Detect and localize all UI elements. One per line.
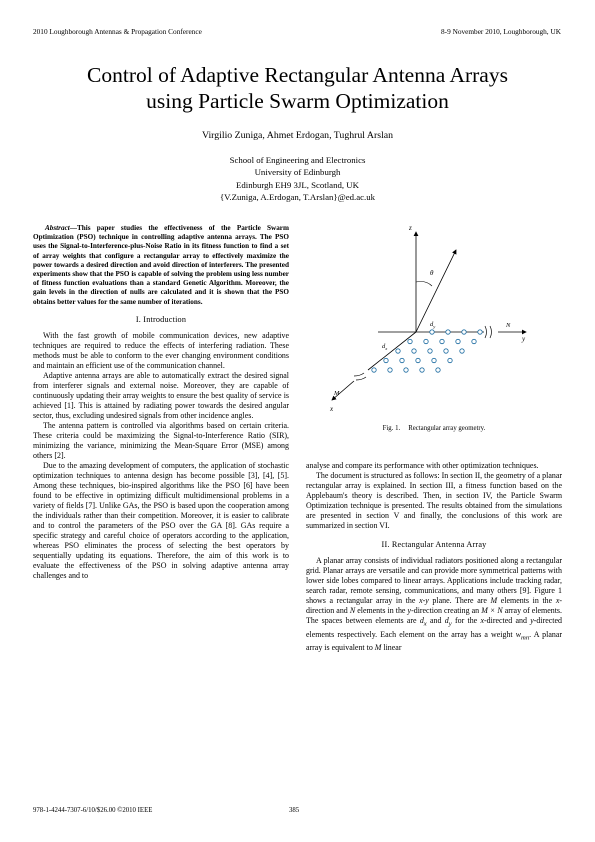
array-element [384,358,388,362]
affiliation-line: University of Edinburgh [254,167,341,178]
text-run: and [426,616,445,625]
array-element [412,349,416,353]
math-run: x [555,596,560,605]
array-element [388,368,392,372]
abstract-label: Abstract [45,224,70,232]
paragraph: analyse and compare its performance with other optimization techniques. [306,461,539,470]
math-run: M × N [481,606,503,615]
math-run: x [480,616,485,625]
left-column [33,224,289,581]
figure-caption [306,425,562,432]
array-element [416,358,420,362]
text-run: A planar array consists of individual radiators positioned along a rectangular grid. Planar arrays are versatile and can provide more symmetrical patterns with lower side lobes compared to linear arrays. Applications include tracking radar, search radar, remote sensing, communications, and many others [9]. Figure 1 shows a rectangular array in the [306,556,562,605]
text-run: elements in the [497,596,556,605]
math-run: y [407,606,412,615]
math-subscript: y [448,620,452,628]
abstract [33,224,289,307]
paragraph: Adaptive antenna arrays are able to automatically extract the desired signal from interferer signals and external noise. Moreover, they are capable of continuously updating their array weights to ensure the best quality of service is achieved [1]. This is attained by radiating power towards the desired angular sector, thus, excluding undesired signals from other incidence angles. [33,370,289,420]
text-run: -direction creating an [411,606,482,615]
title-line-2: using Particle Swarm Optimization [146,89,449,113]
figure-caption-number: Fig. 1. [382,425,401,432]
math-subscript: mn [521,634,530,642]
affiliation-line: Edinburgh EH9 3JL, Scotland, UK [236,179,359,190]
array-element [460,349,464,353]
dy-symbol: d [430,321,434,328]
page-number: 385 [289,807,300,814]
x-axis [368,332,416,370]
math-run: y [530,616,534,625]
n-label: N [506,322,511,329]
section-heading-rectangular-array: II. Rectangular Antenna Array [381,540,487,549]
paragraph: The antenna pattern is controlled via algorithms based on certain criteria. These criteria could be maximizing the Signal-to-Interference Ratio (SIR), minimizing the variance, minimizing the Mean-Square Error (MSE) among others [2]. [33,420,289,460]
y-axis-label: y [522,335,526,343]
affiliation-email: {V.Zuniga, A.Erdogan, T.Arslan}@ed.ac.uk [219,191,376,202]
title-line-1: Control of Adaptive Rectangular Antenna Arrays [87,63,508,87]
text-run: plane. There are [428,596,491,605]
array-element [444,349,448,353]
array-element [462,330,466,334]
paper-title [40,62,555,114]
math-run: M [374,643,382,653]
figure-rectangular-array [306,220,562,440]
theta-arc [416,282,432,287]
array-element [408,339,412,343]
math-run: x-y [419,596,429,605]
math-run: N [349,606,356,615]
array-element [448,358,452,362]
array-element [436,368,440,372]
array-element [420,368,424,372]
array-element [404,368,408,372]
math-run: d [419,616,424,625]
array-element [440,339,444,343]
array-elements [372,330,482,372]
z-axis-label: z [409,224,412,232]
array-element [396,349,400,353]
text-run: elements in the [355,606,408,615]
running-header-left: 2010 Loughborough Antennas & Propagation Conference [33,27,202,36]
text-run: linear [381,643,402,653]
abstract-text: —This paper studies the effectiveness of the Particle Swarm Optimization (PSO) technique in controlling adaptive antenna arrays. The PSO uses the Signal-to-Interference-plus-Noise Ratio in its fitness function to find a set of array weights that configure a rectangular array to effectively maximize the power towards a desired direction and avoid direction of interferers. The presented experiments show that the PSO is capable of solving the problem using less number of fitness function evaluations than a standard Genetic Algorithm. Moreover, the gain levels in the direction of nulls are calculated and it is shown that the PSO obtains better values for the same number of iterations. [33,224,289,306]
figure-caption-text: Rectangular array geometry. [408,425,486,432]
dx-label [382,343,387,351]
array-element [446,330,450,334]
affiliation-line: School of Engineering and Electronics [229,155,366,165]
array-element [456,339,460,343]
text-run: -directed and [484,616,531,625]
affiliation [150,154,445,203]
paragraph: With the fast growth of mobile communication devices, new adaptive techniques are required to reduce the effects of interfering radiation. These methods must be able to conform to the ever changing environment conditions and maintain an efficient use of the communication channel. [33,330,289,370]
math-run: w [515,629,522,639]
array-element [472,339,476,343]
x-axis-label: x [330,405,334,413]
array-element [400,358,404,362]
paragraph: The document is structured as follows: In section II, the geometry of a planar rectangular array is explained. In section III, a fitness function based on the Applebaum's theory is described. Then, in section IV, the Particle Swarm Optimization technique is presented. The results obtained from the simulations are presented in section V and finally, the conclusions of this work are summarized in section VI. [306,471,562,530]
array-element [424,339,428,343]
array-geometry-diagram [306,220,562,425]
direction-vector [416,250,456,332]
theta-label: θ [430,269,434,277]
array-element [478,330,482,334]
math-run: d [444,616,449,625]
section-heading-introduction: I. Introduction [135,314,187,324]
dy-label [430,321,435,329]
text-run: array of elements. The spaces between elements are [306,606,562,625]
x-axis-break [354,373,366,380]
dx-subscript: x [385,346,388,351]
array-element [372,368,376,372]
paragraph [306,556,562,653]
math-subscript: x [423,620,427,628]
dx-symbol: d [382,343,386,350]
text-run: for the [451,616,481,625]
authors: Virgilio Zuniga, Ahmet Erdogan, Tughrul Arslan [201,130,394,141]
m-label: M [334,390,340,397]
y-axis-break [485,326,492,338]
footer-copyright: 978-1-4244-7307-6/10/$26.00 ©2010 IEEE [33,807,153,814]
dy-subscript: y [433,324,436,329]
text-run: . A planar array is equivalent to [306,629,563,653]
math-run: M [490,596,498,605]
array-element [432,358,436,362]
right-column [306,461,562,653]
array-element [428,349,432,353]
running-header-right: 8-9 November 2010, Loughborough, UK [441,27,561,36]
text-run: -directed elements respectively. Each element on the array has a weight [306,616,562,639]
paragraph: Due to the amazing development of computers, the application of stochastic optimization techniques to antenna design has become possible [3], [4], [5]. Among these techniques, bio-inspired algorithms like the PSO [6] have been found to be effective in optimizing difficult multidimensional problems in a variety of fields [7]. Unlike GAs, the PSO is based upon the cooperation among the individuals rather than their competition. Moreover, it is easier to calibrate and to control the parameters of the PSO over the GA [8]. GAs require a specific strategy and careful choice of operators according to the application, whereas PSO eliminates the process of selecting the best operators by sequentially updating its equations. Therefore, the aim of this work is to evaluate the effectiveness of the PSO in solving adaptive antenna array challenges and to [33,460,289,580]
array-element [430,330,434,334]
text-run: -direction and [306,596,562,615]
